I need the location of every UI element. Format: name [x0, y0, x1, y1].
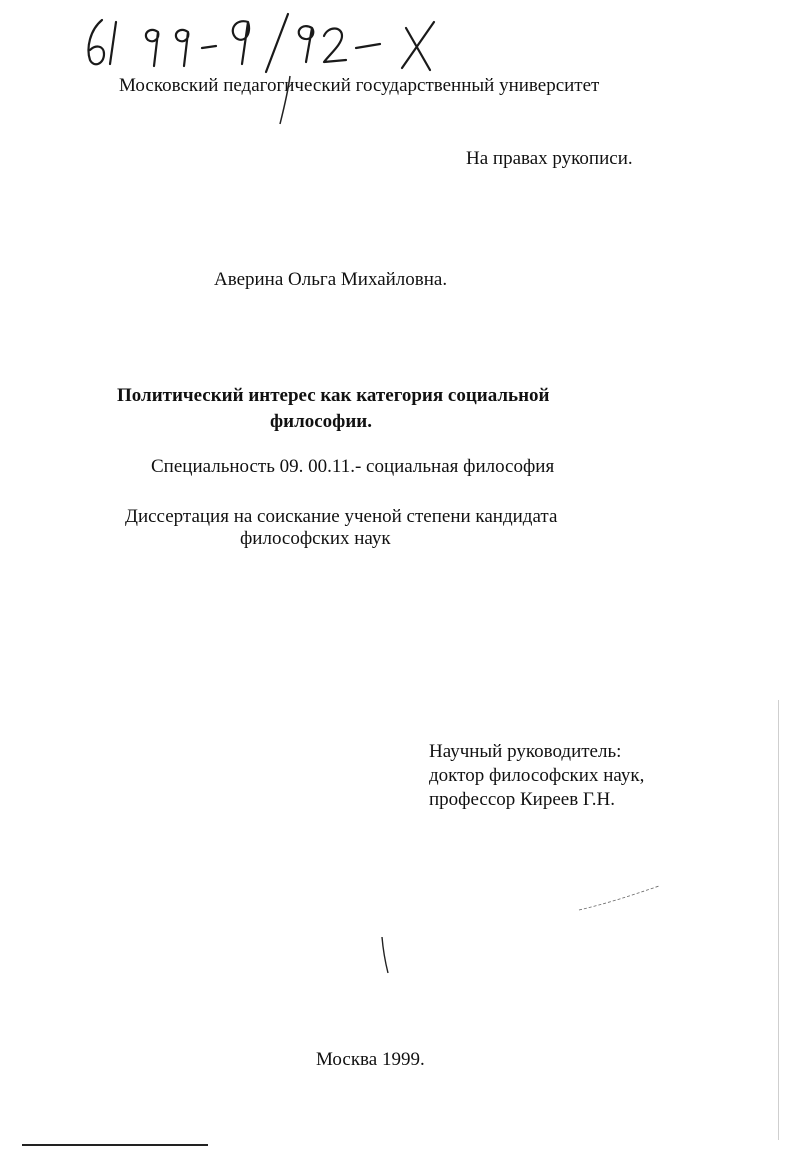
scan-artifact-stroke [575, 880, 665, 915]
footer-rule [22, 1144, 208, 1146]
handwritten-archive-code [80, 8, 500, 78]
dissertation-title-line2: философии. [270, 411, 372, 432]
university-name: Московский педагогический государственный университет [119, 75, 600, 96]
degree-line2: философских наук [240, 528, 391, 549]
advisor-label: Научный руководитель: [429, 741, 622, 762]
place-year: Москва 1999. [316, 1049, 425, 1070]
specialty: Специальность 09. 00.11.- социальная философия [151, 456, 555, 477]
author-name: Аверина Ольга Михайловна. [214, 269, 448, 290]
rights-notice: На правах рукописи. [466, 148, 633, 169]
advisor-name: профессор Киреев Г.Н. [429, 789, 615, 810]
dissertation-title-line1: Политический интерес как категория социальной [117, 385, 550, 406]
scan-artifact-line [378, 935, 392, 975]
degree-line1: Диссертация на соискание ученой степени кандидата [125, 506, 558, 527]
advisor-degree: доктор философских наук, [429, 765, 645, 786]
pen-stroke-mark [276, 74, 296, 126]
scan-edge-line [778, 700, 779, 1140]
